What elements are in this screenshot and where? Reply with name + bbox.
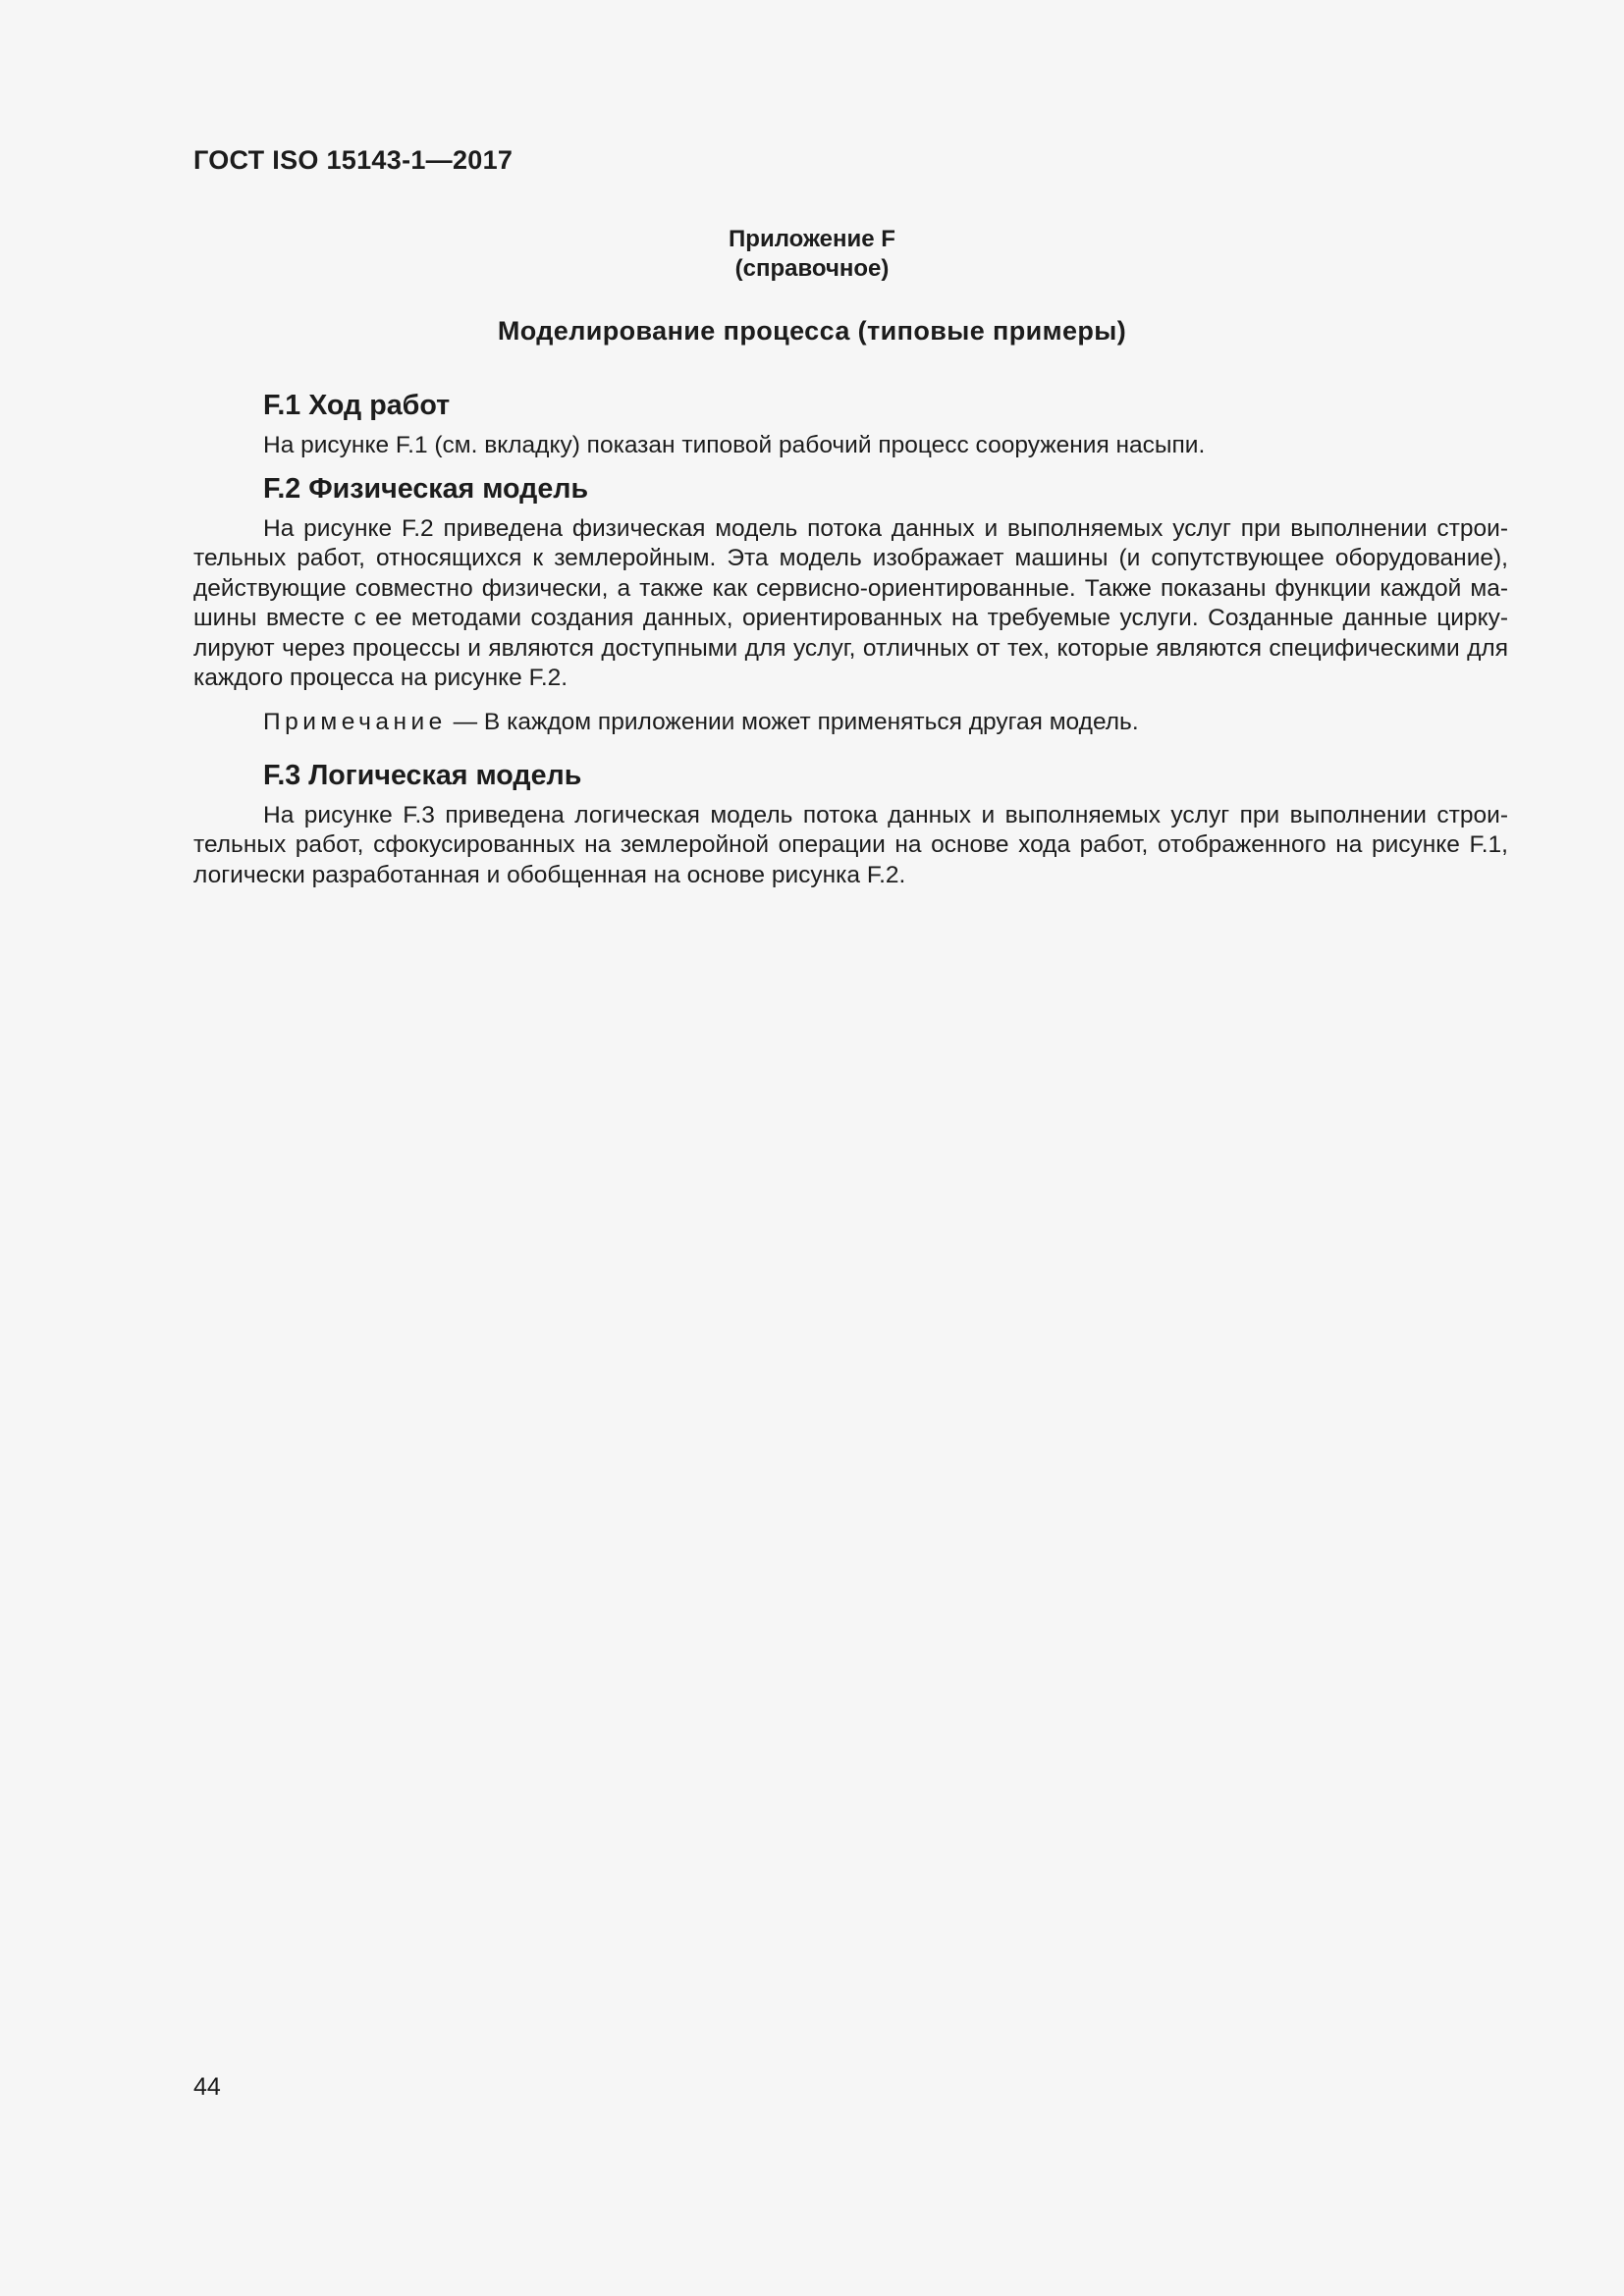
section-heading: F.2 Физическая модель	[263, 473, 589, 505]
section-f1	[193, 391, 1508, 460]
section-heading: F.1 Ход работ	[263, 390, 451, 421]
annex-heading	[0, 225, 1624, 284]
page-number: 44	[193, 2073, 221, 2101]
paragraph: На рисунке F.1 (см. вкладку) показан типовой рабочий процесс сооружения насыпи.	[263, 431, 1206, 458]
paragraph: На рисунке F.2 приведена физическая модель потока данных и выполняемых услуг при выполнении строительных работ, относящихся к землеройным. Эта модель изображает машины (и сопутствующее оборудование), действующие совместно физически, а также как сервисно-ориентированные. Также показаны функции каждой машины вместе с ее методами создания данных, ориентированных на требуемые услуги. Созданные данные циркулируют через процессы и являются доступными для услуг, отличных от тех, которые являются специфическими для каждого процесса на рисунке F.2.	[193, 514, 1508, 691]
document-code: ГОСТ ISO 15143-1—2017	[193, 145, 514, 175]
note	[193, 708, 1508, 738]
note-text: — В каждом приложении может применяться другая модель.	[453, 708, 1139, 735]
note-label: Примечание	[263, 708, 447, 735]
annex-status: (справочное)	[734, 255, 890, 282]
section-heading: F.3 Логическая модель	[263, 760, 582, 791]
annex-label: Приложение F	[729, 226, 895, 252]
section-f2	[193, 474, 1508, 737]
document-body	[193, 391, 1508, 890]
paragraph: На рисунке F.3 приведена логическая модель потока данных и выполняемых услуг при выполнении строительных работ, сфокусированных на землеройной операции на основе хода работ, отображенного на рисунке F.1, логически разработанная и обобщенная на основе рисунка F.2.	[193, 801, 1508, 888]
section-f3	[193, 761, 1508, 890]
annex-title: Моделирование процесса (типовые примеры)	[497, 316, 1127, 346]
